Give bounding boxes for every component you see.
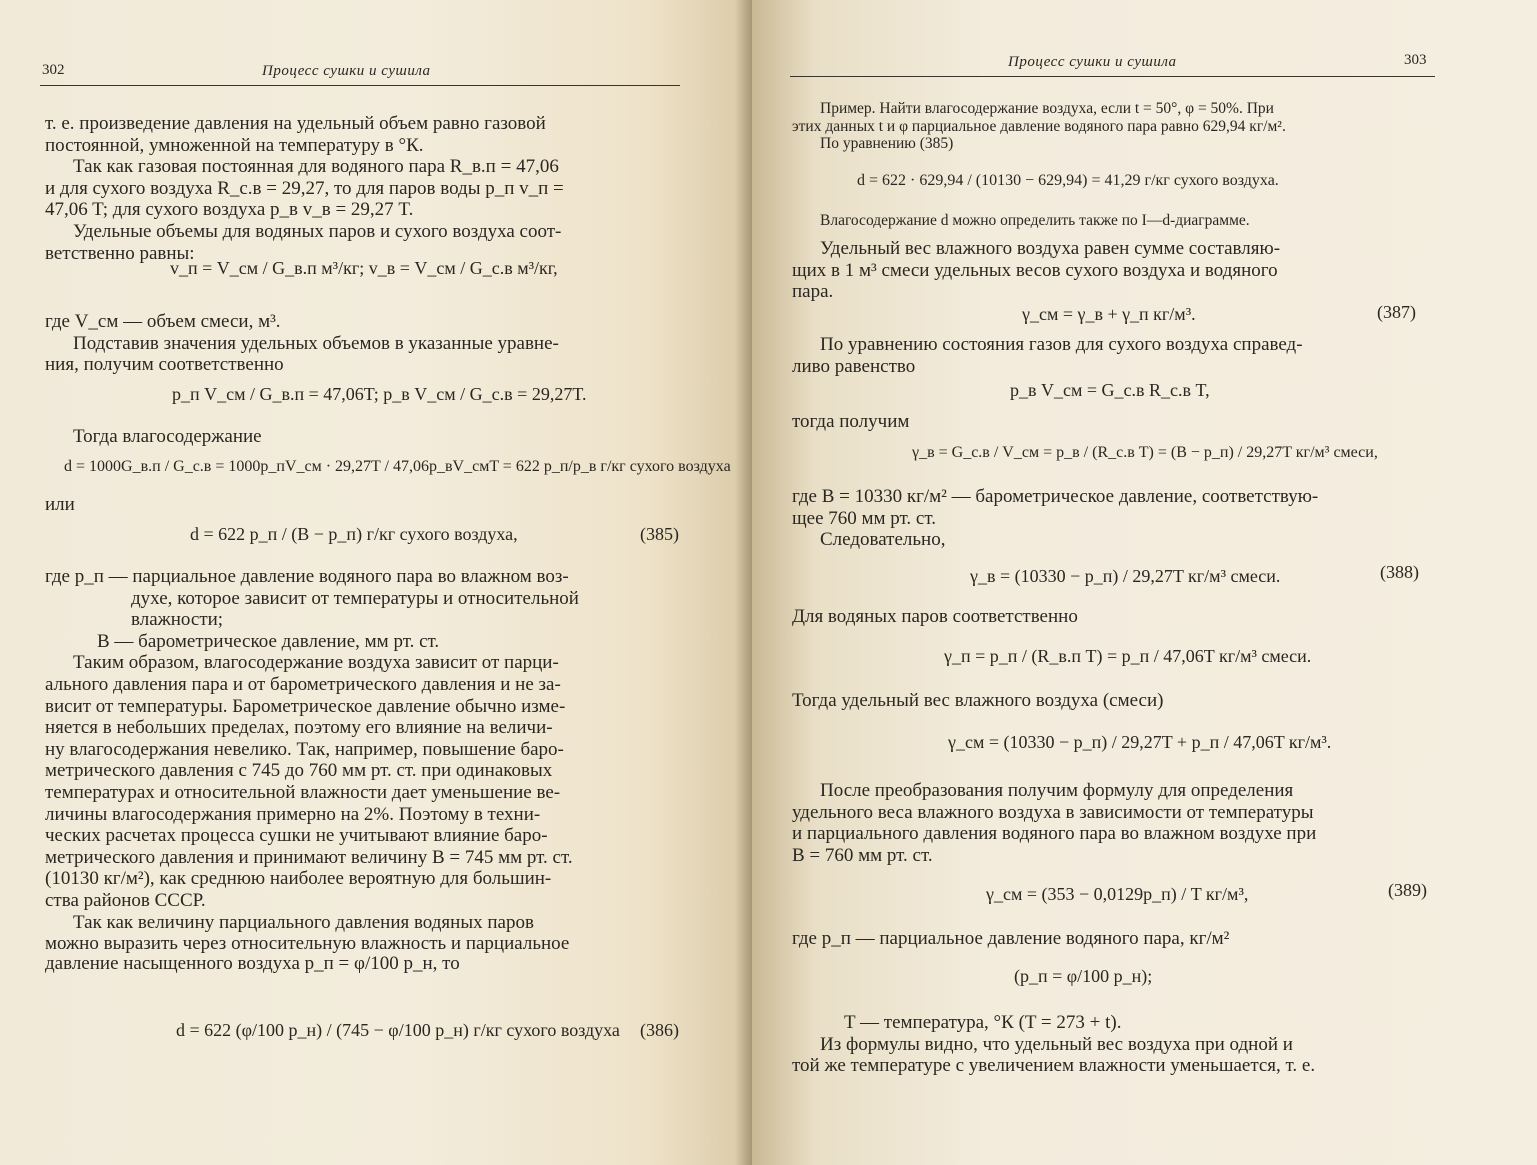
text-line: Тогда влагосодержание	[73, 426, 262, 447]
text-line: той же температуре с увеличением влажности уменьшается, т. е.	[792, 1055, 1316, 1077]
text-line: ния, получим соответственно	[45, 354, 284, 376]
text-line: После преобразования получим формулу для определения	[820, 780, 1294, 801]
text-line: Для водяных паров соответственно	[792, 606, 1078, 627]
equation-number-387: (387)	[1377, 302, 1416, 322]
text-line: пара.	[792, 281, 834, 303]
text-line: Так как газовая постоянная для водяного пара R_в.п = 47,06	[73, 156, 559, 178]
body-text-block-13	[792, 780, 1437, 866]
text-line: По уравнению состояния газов для сухого воздуха справед-	[820, 334, 1303, 355]
text-line: влажности;	[131, 609, 224, 631]
body-text-block-5	[45, 566, 685, 955]
text-line: ливо равенство	[792, 355, 916, 377]
text-line: Удельный вес влажного воздуха равен сумме составляю-	[820, 238, 1281, 259]
header-rule	[40, 85, 680, 86]
equation-number-389: (389)	[1388, 880, 1427, 900]
formula-substitution: p_п V_см / G_в.п = 47,06T; p_в V_см / G_с.в = 29,27T.	[172, 384, 587, 404]
text-line: где B = 10330 кг/м² — барометрическое давление, соответствую-	[792, 486, 1319, 507]
text-line: где V_см — объем смеси, м³.	[45, 311, 281, 332]
header-rule	[790, 76, 1435, 77]
text-line: Из формулы видно, что удельный вес воздуха при одной и	[820, 1033, 1293, 1055]
example-note	[792, 212, 1437, 230]
body-text-block-15	[792, 1012, 1437, 1077]
body-text-block-2	[45, 311, 685, 376]
text-line: тогда получим	[792, 411, 910, 432]
equation-number-388: (388)	[1380, 562, 1419, 582]
text-line: Тогда удельный вес влажного воздуха (смеси)	[792, 690, 1164, 711]
text-line: T — температура, °К (T = 273 + t).	[844, 1012, 1122, 1033]
text-line: т. е. произведение давления на удельный объем равно газовой	[45, 113, 546, 134]
text-line: ну влагосодержания невелико. Так, например, повышение баро-	[45, 738, 564, 760]
body-text-block-1	[45, 113, 685, 264]
equation-number-385: (385)	[640, 524, 679, 544]
text-line: Таким образом, влагосодержание воздуха зависит от парци-	[73, 652, 559, 674]
text-line: ства районов СССР.	[45, 889, 206, 911]
text-line: Пример. Найти влагосодержание воздуха, если t = 50°, φ = 50%. При	[820, 100, 1274, 117]
text-line: няется в небольших пределах, поэтому его влияние на величи-	[45, 717, 553, 739]
body-text-block-3	[45, 426, 685, 448]
text-line: висит от температуры. Барометрическое давление обычно изме-	[45, 695, 566, 717]
text-line: B — барометрическое давление, мм рт. ст.	[97, 630, 440, 652]
formula-387: γ_см = γ_в + γ_п кг/м³.	[1022, 304, 1196, 324]
text-line: ческих расчетах процесса сушки не учитывают влияние баро-	[45, 825, 548, 847]
text-line: Следовательно,	[820, 529, 946, 551]
formula-389: γ_см = (353 − 0,0129p_п) / T кг/м³,	[986, 884, 1249, 904]
body-text-block-14	[792, 928, 1437, 950]
body-text-block-7	[792, 238, 1437, 303]
formula-386: d = 622 (φ/100 p_н) / (745 − φ/100 p_н) г/кг сухого воздуха	[176, 1020, 620, 1040]
text-line: Влагосодержание d можно определить также по I—d-диаграмме.	[820, 212, 1250, 229]
formula-state-equation: p_в V_см = G_с.в R_с.в T,	[1010, 380, 1210, 400]
text-line: духе, которое зависит от температуры и относительной	[131, 587, 579, 609]
text-line: метрического давления и принимают величину B = 745 мм рт. ст.	[45, 846, 573, 868]
formula-385: d = 622 p_п / (B − p_п) г/кг сухого воздуха,	[190, 524, 518, 544]
body-text-block-11	[792, 606, 1437, 628]
body-text-block-4	[45, 494, 685, 516]
text-line: и парциального давления водяного пара во влажном воздухе при	[792, 823, 1317, 845]
body-text-block-9	[792, 411, 1437, 433]
text-line: давление насыщенного воздуха p_п = φ/100 p_н, то	[45, 953, 460, 974]
running-title: Процесс сушки и сушила	[262, 63, 431, 79]
text-line: и для сухого воздуха R_с.в = 29,27, то для паров воды p_п v_п =	[45, 177, 564, 199]
text-line: щее 760 мм рт. ст.	[792, 507, 936, 529]
formula-gamma-dry: γ_в = G_с.в / V_см = p_в / (R_с.в T) = (B − p_п) / 29,27T кг/м³ смеси,	[912, 444, 1378, 461]
formula-gamma-vapor: γ_п = p_п / (R_в.п T) = p_п / 47,06T кг/м³ смеси.	[944, 646, 1312, 666]
formula-moisture-content: d = 1000G_в.п / G_с.в = 1000p_пV_см · 29,27T / 47,06p_вV_смT = 622 p_п/p_в г/кг сухого воздуха	[64, 458, 731, 475]
equation-number-386: (386)	[640, 1020, 679, 1040]
body-text-block-10	[792, 486, 1437, 551]
text-line: Так как величину парциального давления водяных паров	[73, 911, 534, 933]
text-line: щих в 1 м³ смеси удельных весов сухого воздуха и водяного	[792, 259, 1278, 281]
left-page	[0, 0, 752, 1165]
formula-partial-pressure: (p_п = φ/100 p_н);	[1014, 966, 1153, 986]
body-text-block-6	[45, 953, 685, 975]
running-title: Процесс сушки и сушила	[1008, 54, 1177, 70]
text-line: можно выразить через относительную влажность и парциальное	[45, 933, 570, 955]
formula-specific-volumes: v_п = V_см / G_в.п м³/кг; v_в = V_см / G_с.в м³/кг,	[170, 258, 558, 278]
text-line: B = 760 мм рт. ст.	[792, 844, 933, 866]
text-line: 47,06 T; для сухого воздуха p_в v_в = 29,27 T.	[45, 199, 414, 221]
page-number: 303	[1404, 52, 1427, 68]
text-line: ального давления пара и от барометрического давления и не за-	[45, 673, 561, 695]
text-line: удельного веса влажного воздуха в зависимости от температуры	[792, 801, 1314, 823]
text-line: где p_п — парциальное давление водяного пара, кг/м²	[792, 928, 1230, 949]
body-text-block-8	[792, 334, 1437, 377]
text-line: метрического давления с 745 до 760 мм рт. ст. при одинаковых	[45, 760, 553, 782]
body-text-block-12	[792, 690, 1437, 712]
text-line: Удельные объемы для водяных паров и сухого воздуха соот-	[73, 220, 562, 242]
text-line: По уравнению (385)	[820, 135, 954, 152]
right-page	[752, 0, 1537, 1165]
text-line: постоянной, умноженной на температуру в °К.	[45, 134, 424, 156]
formula-gamma-mixture: γ_см = (10330 − p_п) / 29,27T + p_п / 47,06T кг/м³.	[948, 732, 1332, 752]
formula-388: γ_в = (10330 − p_п) / 29,27T кг/м³ смеси.	[970, 566, 1281, 586]
text-line: или	[45, 494, 75, 515]
text-line: ветственно равны:	[45, 242, 195, 264]
text-line: где p_п — парциальное давление водяного пара во влажном воз-	[45, 566, 569, 587]
text-line: Подставив значения удельных объемов в указанные уравне-	[73, 332, 559, 354]
formula-example: d = 622 · 629,94 / (10130 − 629,94) = 41,29 г/кг сухого воздуха.	[857, 172, 1279, 189]
example-block	[792, 100, 1437, 153]
text-line: температурах и относительной влажности дает уменьшение ве-	[45, 781, 561, 803]
text-line: этих данных t и φ парциальное давление водяного пара равно 629,94 кг/м².	[792, 117, 1286, 135]
page-number: 302	[42, 62, 65, 78]
text-line: личины влагосодержания примерно на 2%. Поэтому в техни-	[45, 803, 541, 825]
text-line: (10130 кг/м²), как среднюю наиболее вероятную для большин-	[45, 868, 552, 890]
